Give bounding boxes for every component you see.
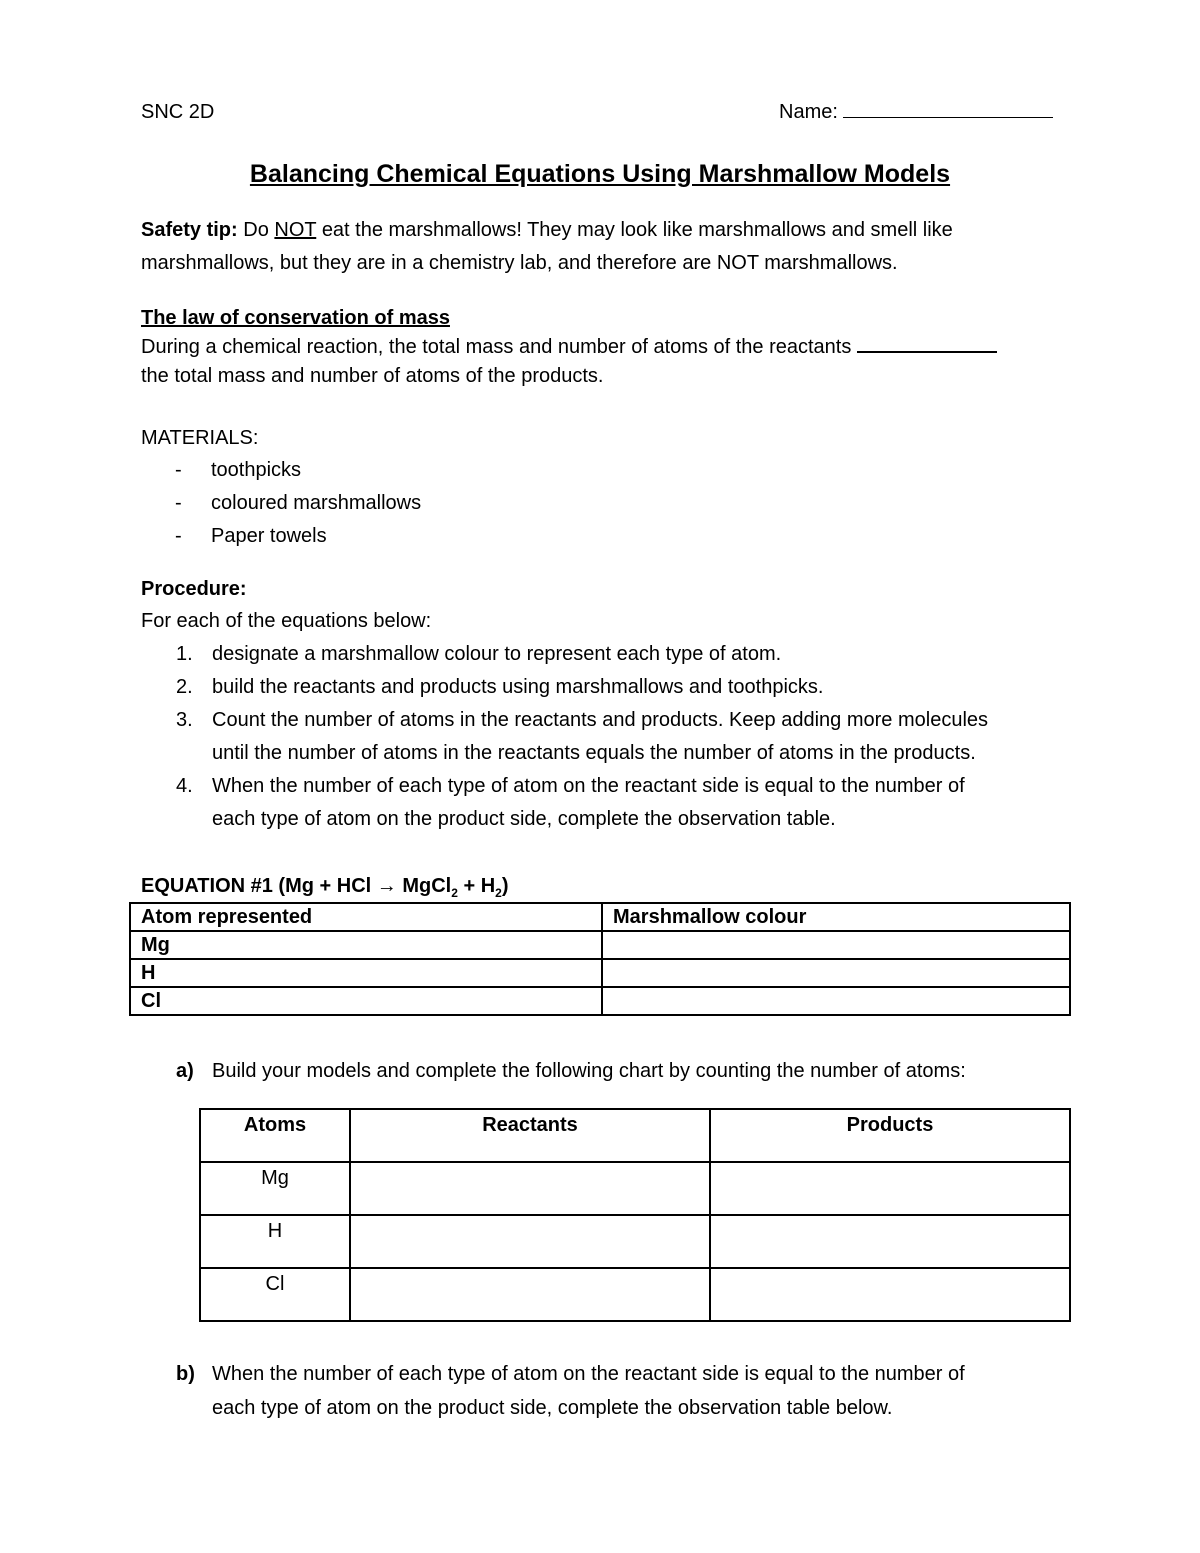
course-code: SNC 2D (141, 101, 215, 123)
colour-cell[interactable] (602, 987, 1070, 1015)
table-header-row (200, 1109, 1070, 1162)
table-row (200, 1215, 1070, 1268)
part-b (176, 1358, 965, 1391)
law-heading: The law of conservation of mass (141, 307, 450, 329)
reactants-cell[interactable] (350, 1268, 710, 1321)
procedure-step: 4. When the number of each type of atom on the reactant side is equal to the number of (176, 775, 965, 797)
atom-cell: Mg (130, 931, 602, 959)
procedure-step-cont: each type of atom on the product side, complete the observation table. (212, 808, 836, 830)
name-blank[interactable] (843, 117, 1053, 118)
part-a (176, 1055, 966, 1088)
name-label: Name: (779, 101, 838, 123)
atom-cell: Cl (130, 987, 602, 1015)
part-b-text-2: each type of atom on the product side, complete the observation table below. (212, 1397, 893, 1419)
part-b-label: b) (176, 1363, 195, 1385)
atom-cell: Cl (200, 1268, 350, 1321)
table-row (200, 1268, 1070, 1321)
procedure-step-cont: until the number of atoms in the reactants equals the number of atoms in the products. (212, 742, 976, 764)
atom-cell: Mg (200, 1162, 350, 1215)
products-cell[interactable] (710, 1215, 1070, 1268)
header-atoms: Atoms (200, 1109, 350, 1162)
procedure-step: 3. Count the number of atoms in the reactants and products. Keep adding more molecules (176, 709, 989, 731)
law-text-1: During a chemical reaction, the total mass and number of atoms of the reactants (141, 336, 852, 358)
procedure-step: 1. designate a marshmallow colour to represent each type of atom. (176, 643, 782, 665)
reactants-cell[interactable] (350, 1162, 710, 1215)
products-cell[interactable] (710, 1162, 1070, 1215)
header-atom-represented: Atom represented (130, 903, 602, 931)
arrow-icon: → (376, 875, 397, 897)
page-title: Balancing Chemical Equations Using Marshmallow Models (249, 160, 951, 188)
safety-label: Safety tip: (141, 219, 238, 241)
table-row (130, 959, 1070, 987)
law-line-2: the total mass and number of atoms of the products. (141, 365, 604, 387)
part-a-label: a) (176, 1060, 194, 1082)
atom-count-table (199, 1108, 1071, 1322)
materials-item: - toothpicks (175, 459, 302, 481)
reactants-cell[interactable] (350, 1215, 710, 1268)
safety-not: NOT (274, 219, 317, 241)
header-marshmallow-colour: Marshmallow colour (602, 903, 1070, 931)
part-b-text-1: When the number of each type of atom on the reactant side is equal to the number of (212, 1363, 965, 1385)
law-blank[interactable] (857, 351, 997, 353)
colour-cell[interactable] (602, 931, 1070, 959)
products-cell[interactable] (710, 1268, 1070, 1321)
atom-cell: H (200, 1215, 350, 1268)
atom-colour-table (129, 902, 1071, 1016)
equation-1-heading: EQUATION #1 (Mg + HCl → MgCl$_2$ + $H_2$) (141, 875, 509, 900)
part-a-text: Build your models and complete the following chart by counting the number of atoms: (212, 1060, 966, 1082)
procedure-step: 2. build the reactants and products using marshmallows and toothpicks. (176, 676, 824, 698)
table-row (130, 931, 1070, 959)
procedure-heading: Procedure: (141, 578, 247, 600)
materials-item: - Paper towels (175, 525, 327, 547)
materials-item: - coloured marshmallows (175, 492, 422, 514)
table-row (200, 1162, 1070, 1215)
atom-cell: H (130, 959, 602, 987)
safety-line-2: marshmallows, but they are in a chemistry lab, and therefore are NOT marshmallows. (141, 252, 898, 274)
table-header-row (130, 903, 1070, 931)
safety-pre: Do (243, 219, 269, 241)
header-products: Products (710, 1109, 1070, 1162)
procedure-intro: For each of the equations below: (141, 610, 432, 632)
safety-rest: eat the marshmallows! They may look like marshmallows and smell like (321, 219, 953, 241)
colour-cell[interactable] (602, 959, 1070, 987)
table-row (130, 987, 1070, 1015)
safety-line-1 (141, 214, 953, 247)
header-reactants: Reactants (350, 1109, 710, 1162)
materials-heading: MATERIALS: (141, 427, 259, 449)
name-field[interactable] (779, 96, 1053, 129)
